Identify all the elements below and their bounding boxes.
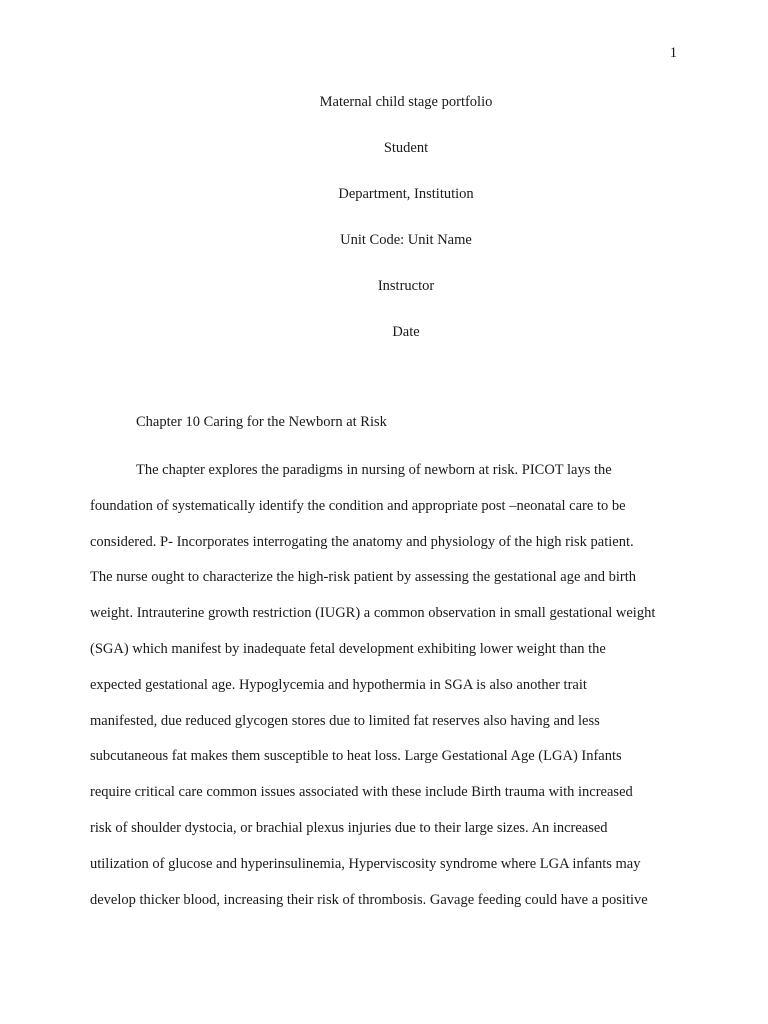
paragraph-line: (SGA) which manifest by inadequate fetal development exhibiting lower weight than the — [90, 640, 606, 657]
chapter-heading: Chapter 10 Caring for the Newborn at Risk — [136, 414, 387, 430]
paragraph-line: considered. P- Incorporates interrogating the anatomy and physiology of the high risk patient. — [90, 533, 634, 550]
document-title: Maternal child stage portfolio — [319, 94, 493, 110]
paragraph-line: utilization of glucose and hyperinsulinemia, Hyperviscosity syndrome where LGA infants may — [90, 855, 641, 872]
paragraph-line: The chapter explores the paradigms in nursing of newborn at risk. PICOT lays the — [136, 462, 612, 478]
student-name: Student — [383, 140, 429, 156]
paragraph-line: subcutaneous fat makes them susceptible to heat loss. Large Gestational Age (LGA) Infants — [90, 748, 622, 765]
page-number: 1 — [669, 45, 677, 61]
paragraph-line: develop thicker blood, increasing their risk of thrombosis. Gavage feeding could have a positive — [90, 891, 648, 908]
paragraph-line: manifested, due reduced glycogen stores due to limited fat reserves also having and less — [90, 712, 600, 729]
body-paragraph — [90, 460, 682, 925]
paragraph-line: The nurse ought to characterize the high-risk patient by assessing the gestational age and birth — [90, 569, 636, 586]
paragraph-line: foundation of systematically identify the condition and appropriate post –neonatal care to be — [90, 497, 626, 514]
paragraph-line: risk of shoulder dystocia, or brachial plexus injuries due to their large sizes. An increased — [90, 819, 608, 836]
paragraph-line: weight. Intrauterine growth restriction (IUGR) a common observation in small gestational weight — [90, 605, 656, 622]
department-institution: Department, Institution — [338, 186, 474, 202]
title-block — [0, 92, 768, 368]
unit-code-name: Unit Code: Unit Name — [340, 232, 472, 248]
paragraph-line: expected gestational age. Hypoglycemia and hypothermia in SGA is also another trait — [90, 676, 587, 693]
paragraph-line: require critical care common issues associated with these include Birth trauma with increased — [90, 784, 633, 801]
document-date: Date — [392, 324, 420, 340]
instructor-name: Instructor — [377, 278, 435, 294]
